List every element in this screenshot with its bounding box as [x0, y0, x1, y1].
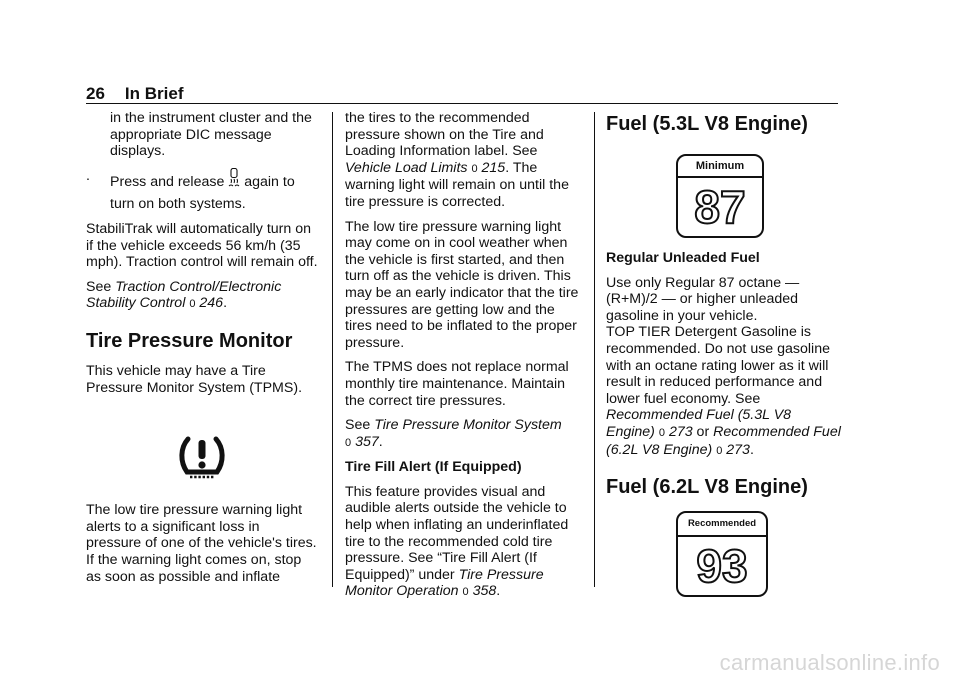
- column-divider: [332, 112, 333, 587]
- paragraph: Use only Regular 87 octane — (R+M)/2 — or higher unleaded gasoline in your vehicle.: [606, 274, 800, 324]
- page-ref[interactable]: 246: [199, 295, 224, 312]
- tpm-warning-text: The low tire pressure warning light alerts to a significant loss in pressure of one of the vehicle's tires. If the warning light comes on, stop as soon as possible and inflate: [86, 502, 317, 585]
- paragraph: The low tire pressure warning light may come on in cool weather when the vehicle is first started, and then turn off as the vehicle is driven. This may be an early indicator that the tire pressures are getting low and the tires need to be inflated to the proper pressure.: [345, 218, 579, 351]
- watermark: carmanualsonline.info: [719, 650, 940, 675]
- octane-badge-93: [676, 511, 768, 597]
- column-3: [606, 110, 842, 603]
- page-ref[interactable]: 273: [726, 441, 750, 458]
- paragraph: This feature provides visual and audible alerts outside the vehicle to help when inflating an underinflated tire to the recommended cold tire pressure. See “Tire Fill Alert (If Equipped)” under Tire Pressure Monitor Operation 0 358.: [345, 483, 569, 600]
- xref-link[interactable]: Vehicle Load Limits: [345, 159, 468, 176]
- page-arrow-icon: 0: [462, 586, 469, 599]
- header-rule: [86, 103, 838, 104]
- badge-label: Recommended: [678, 513, 766, 537]
- xref-link[interactable]: Tire Pressure Monitor System: [374, 417, 562, 434]
- bullet-marker: .: [86, 167, 90, 184]
- section-title: In Brief: [124, 84, 184, 103]
- octane-badge-87: [676, 154, 764, 238]
- tpms-figure: [86, 404, 318, 496]
- fill-alert-heading: Tire Fill Alert (If Equipped): [345, 459, 522, 476]
- tpm-heading: Tire Pressure Monitor: [86, 329, 293, 352]
- column-divider: [594, 112, 595, 587]
- page-arrow-icon: 0: [345, 436, 352, 449]
- paragraph: TOP TIER Detergent Gasoline is recommended. Do not use gasoline with an octane rating lower as it will result in reduced performance and lower fuel economy. See Recommended Fuel (5.3L V8 Engine) 0 273 or Recommended Fuel (6.2L V8 Engine) 0 273.: [606, 324, 841, 458]
- page-ref[interactable]: 358: [472, 583, 497, 600]
- page-number: 26: [86, 84, 105, 103]
- badge-label: Minimum: [678, 156, 762, 178]
- fuel-badge-figure: [606, 150, 842, 246]
- page-arrow-icon: 0: [658, 426, 665, 439]
- traction-control-icon: [228, 168, 240, 193]
- badge-number: 93: [696, 540, 748, 593]
- continued-text: in the instrument cluster and the appropriate DIC message displays.: [110, 110, 312, 160]
- page-header: [86, 84, 838, 104]
- xref-link[interactable]: Recommended Fuel (6.2L V8 Engine): [606, 423, 841, 458]
- regular-fuel-heading: Regular Unleaded Fuel: [606, 250, 760, 266]
- list-item: . Press and release again to turn on both systems.: [86, 167, 295, 213]
- see-reference: See Tire Pressure Monitor System 0 357.: [345, 417, 562, 450]
- column-2: [345, 110, 581, 609]
- fuel-53-heading: Fuel (5.3L V8 Engine): [606, 113, 808, 135]
- page-arrow-icon: 0: [189, 298, 196, 311]
- xref-link[interactable]: Tire Pressure Monitor Operation: [345, 566, 544, 600]
- paragraph: The TPMS does not replace normal monthly tire maintenance. Maintain the correct tire pressures.: [345, 359, 569, 409]
- tpm-intro: This vehicle may have a Tire Pressure Monitor System (TPMS).: [86, 362, 303, 396]
- tpms-warning-icon: [177, 434, 227, 485]
- page-arrow-icon: 0: [716, 444, 723, 457]
- page-ref[interactable]: 357: [355, 433, 379, 450]
- badge-number: 87: [694, 181, 746, 233]
- fuel-badge-figure: [606, 511, 842, 603]
- column-1: [86, 110, 318, 593]
- fuel-62-heading: Fuel (6.2L V8 Engine): [606, 476, 808, 499]
- page-ref[interactable]: 215: [481, 159, 506, 176]
- see-reference: See Traction Control/Electronic Stability Control 0 246.: [86, 278, 282, 312]
- page-ref[interactable]: 273: [668, 423, 693, 440]
- xref-link[interactable]: Recommended Fuel (5.3L V8 Engine): [606, 407, 792, 440]
- xref-link[interactable]: Traction Control/Electronic Stability Control: [86, 278, 282, 312]
- stabilitrak-paragraph: StabiliTrak will automatically turn on if the vehicle exceeds 56 km/h (35 mph). Traction control will remain off.: [86, 220, 318, 271]
- paragraph: the tires to the recommended pressure shown on the Tire and Loading Information label. See Vehicle Load Limits 0 215. The warning light will remain on until the tire pressure is corrected.: [345, 110, 569, 210]
- page-arrow-icon: 0: [471, 162, 478, 175]
